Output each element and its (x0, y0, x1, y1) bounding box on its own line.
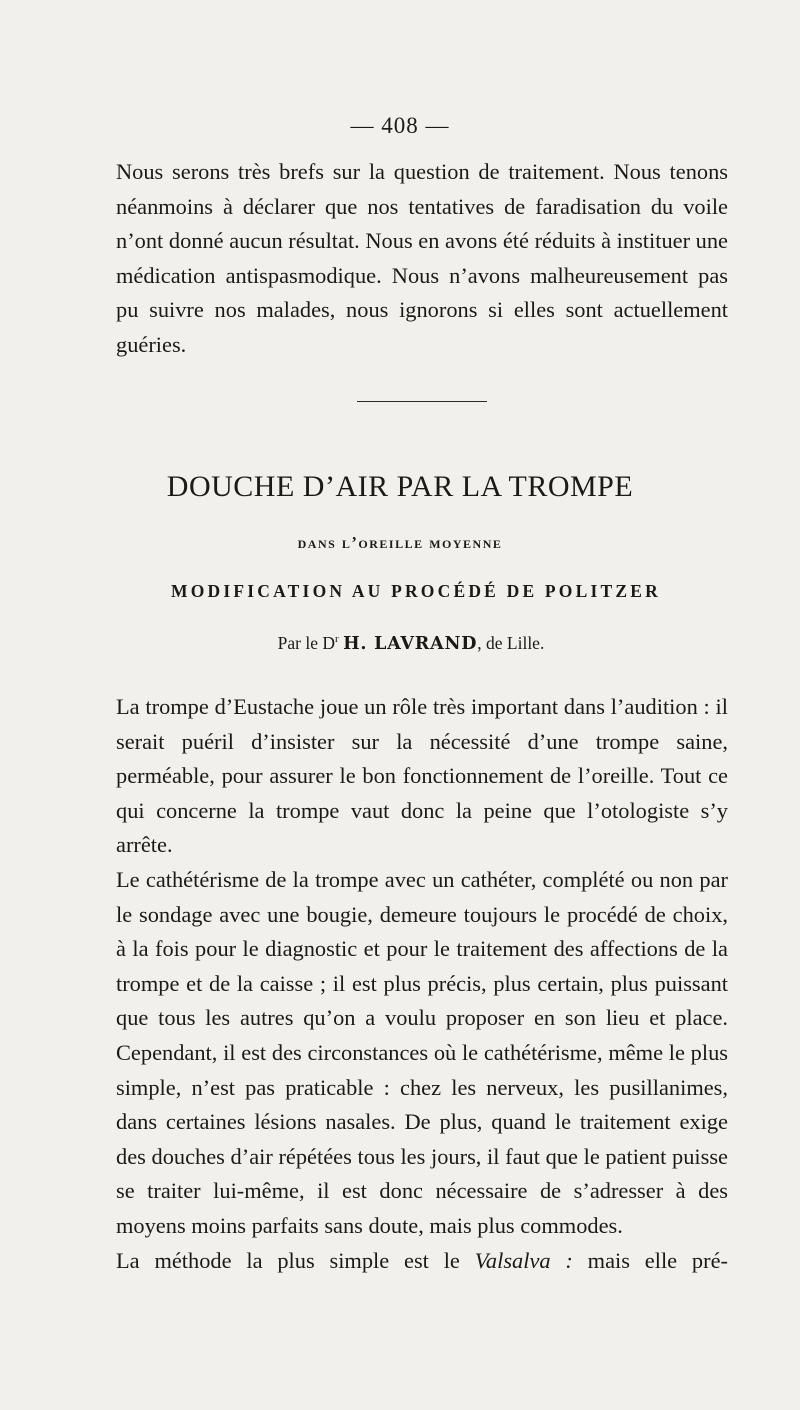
author-name: H. LAVRAND (343, 634, 478, 654)
byline-suffix: , de Lille. (477, 633, 545, 653)
intro-paragraph-text: Nous serons très brefs sur la question de traitement. Nous tenons néanmoins à déclarer que nos tentatives de faradisation du voile n’ont donné aucun résultat. Nous en avons été réduits à instituer une médication antispasmodique. Nous n’avons malheureusement pas pu suivre nos malades, nous ignorons si elles sont actuellement guéries. (116, 159, 728, 357)
paragraph-end: mais elle pré- (572, 1247, 728, 1273)
article-subtitle: dans l’oreille moyenne (297, 533, 503, 552)
article-title: DOUCHE D’AIR PAR LA TROMPE (166, 470, 634, 503)
paragraph: La trompe d’Eustache joue un rôle très important dans l’audition : il serait puéril d’insister sur la nécessité d’une trompe saine, perméable, pour assurer le bon fonctionnement de l’oreille. Tout ce qui concerne la trompe vaut donc la peine que l’otologiste s’y arrête. (116, 694, 728, 858)
paragraph-start: La méthode la plus simple est le (116, 1247, 475, 1273)
article-body (116, 690, 728, 1278)
page-number: — 408 — (350, 113, 450, 138)
byline-prefix: Par le D (277, 633, 336, 653)
article-subtitle-secondary: MODIFICATION AU PROCÉDÉ DE POLITZER (171, 581, 661, 601)
section-divider (357, 401, 487, 402)
byline-superscript: r (335, 633, 339, 646)
paragraph: Le cathétérisme de la trompe avec un cathéter, complété ou non par le sondage avec une bougie, demeure toujours le procédé de choix, à la fois pour le diagnostic et pour le traitement des affections de la trompe et de la caisse ; il est plus précis, plus certain, plus puissant que tous les autres qu’on a voulu proposer en son lieu et place. Cependant, il est des circonstances où le cathétérisme, même le plus simple, n’est pas praticable : chez les nerveux, les pusillanimes, dans certaines lésions nasales. De plus, quand le traitement exige des douches d’air répétées tous les jours, il faut que le patient puisse se traiter lui-même, il est donc nécessaire de s’adresser à des moyens moins parfaits sans doute, mais plus commodes. (116, 866, 728, 1238)
paragraph-emphasis: Valsalva : (474, 1247, 573, 1273)
intro-paragraph (116, 155, 728, 363)
article-byline (0, 633, 800, 654)
paragraph (116, 1244, 728, 1279)
